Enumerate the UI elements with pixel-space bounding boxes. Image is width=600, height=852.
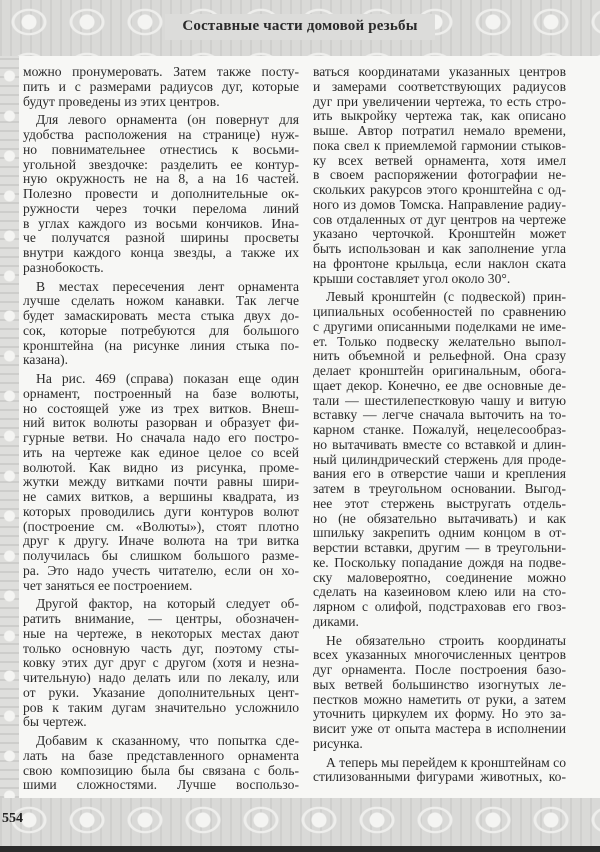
text-line: затем в треугольном основании. Выгод- bbox=[313, 481, 566, 496]
text-line: ципиальных особенностей по сравнению bbox=[313, 304, 566, 319]
text-line: чительную) надо делать или по лекалу, или bbox=[23, 670, 299, 685]
text-line: гурные ветви. Но сначала надо его постро- bbox=[23, 430, 299, 445]
text-line: шими сложностями. Лучше воспользо- bbox=[23, 777, 299, 793]
text-line: Добавим к сказанному, что попытка сде- bbox=[36, 733, 299, 748]
paragraph bbox=[23, 597, 299, 730]
text-line: пестков можно наметить от руки, а затем bbox=[313, 691, 566, 707]
text-line: лярном с олифой, подстраховав его гвоз- bbox=[313, 599, 566, 614]
text-line: сделать на казеиновом клею или на сто- bbox=[313, 584, 566, 600]
text-line: ску маловероятно, соединение можно bbox=[313, 569, 566, 585]
text-line: ные на чертеже, в некоторых местах дают bbox=[23, 625, 299, 641]
text-line: чет заняться ее построением. bbox=[23, 577, 193, 593]
text-line: ный цилиндрический стержень для проде- bbox=[313, 451, 566, 467]
text-line: только основную часть дуг, поэтому сты- bbox=[23, 640, 299, 656]
paragraph bbox=[313, 290, 566, 629]
paragraph bbox=[23, 734, 299, 793]
footer-rule bbox=[0, 846, 600, 852]
text-line: угольной звездочке: разделить ее контур- bbox=[23, 156, 299, 172]
text-line: ний виток волюты разорван и образует фи- bbox=[23, 415, 299, 431]
text-line: от руки. Указание дополнительных цент- bbox=[23, 684, 299, 700]
text-line: тали — шестилепестковую чашу и витую bbox=[313, 392, 566, 408]
paragraph bbox=[23, 65, 299, 109]
text-line: сов отдаленных от дуг центров на чертеже bbox=[313, 211, 566, 227]
text-line: (построение см. «Волюты»), стоят плотно bbox=[23, 518, 299, 534]
text-line: будет замаскировать места стыка двух до- bbox=[23, 308, 299, 323]
text-line: но (не обязательно вытачивать) и как bbox=[313, 510, 566, 526]
text-line: бы чертеж. bbox=[23, 714, 87, 730]
text-line: в своем распоряжении фотографии не- bbox=[313, 167, 566, 183]
text-line: щает декор. Конечно, ее две основные де- bbox=[313, 377, 566, 393]
text-line: и замерами соответствующих радиусов bbox=[313, 78, 566, 94]
text-line: ную окружность не на 8, а на 16 частей. bbox=[23, 171, 299, 187]
text-line: верстии вставки, другим — в треугольни- bbox=[313, 540, 566, 555]
text-line: висит уже от опыта мастера в исполнении bbox=[313, 721, 566, 736]
text-line: внутри каждого конца звезды, а также их bbox=[23, 245, 299, 260]
text-line: ра. Это надо учесть читателю, если он хо- bbox=[23, 562, 299, 578]
text-line: А теперь мы перейдем к кронштейнам со bbox=[326, 754, 566, 770]
text-line: ратить внимание, — центры, обозначен- bbox=[23, 611, 299, 626]
text-line: крыши составляет угол около 30°. bbox=[313, 270, 511, 286]
text-line: ить выкройку чертежа так, как описано bbox=[313, 108, 566, 124]
footer-ornament-band bbox=[0, 798, 600, 846]
running-header-title: Составные части домовой резьбы bbox=[182, 18, 418, 34]
paragraph bbox=[313, 65, 566, 286]
text-line: ке. Поскольку попадание дождя на подве- bbox=[313, 554, 566, 570]
text-line: скольких ракурсов этого кронштейна с од- bbox=[313, 182, 566, 197]
text-line: удобства расположения на странице) нуж- bbox=[23, 127, 299, 142]
text-line: с другими описанными поделками не име- bbox=[313, 318, 566, 334]
text-line: ружности через точки перелома линий bbox=[23, 200, 299, 216]
text-line: В местах пересечения лент орнамента bbox=[36, 278, 299, 294]
text-line: Полезно провести и дополнительные ок- bbox=[23, 186, 299, 201]
paragraph bbox=[23, 280, 299, 369]
text-line: нее этот стержень выстругать отдель- bbox=[313, 495, 566, 511]
text-line: ров к таким дугам значительно усложнило bbox=[23, 699, 299, 715]
text-line: карном станке. Пожалуй, нецелесообраз- bbox=[313, 422, 566, 437]
text-line: выше. Автор потратил немало времени, bbox=[313, 123, 566, 138]
text-line: Левый кронштейн (с подвеской) прин- bbox=[326, 289, 566, 305]
text-column-right bbox=[313, 65, 566, 789]
text-line: ить на чертеже как единое целое со всей bbox=[23, 444, 299, 460]
text-line: орнамент, построенный на базе волюты, bbox=[23, 385, 299, 401]
paragraph bbox=[313, 756, 566, 786]
text-line: нить объемной и рельефной. Она сразу bbox=[313, 348, 566, 364]
text-line: че получатся разной ширины просветы bbox=[23, 230, 299, 246]
text-line: но вытачивать вместе со вставкой и длин- bbox=[313, 436, 566, 452]
text-line: лучше сделать ножом канавки. Так легче bbox=[23, 293, 299, 309]
text-line: волютой. Как видно из рисунка, проме- bbox=[23, 459, 299, 475]
text-line: диками. bbox=[313, 613, 359, 629]
paragraph bbox=[23, 113, 299, 275]
text-line: рисунка. bbox=[313, 735, 363, 751]
text-line: уточнить циркулем их форму. Но это за- bbox=[313, 706, 566, 722]
text-line: всех указанных многочисленных центров bbox=[313, 647, 566, 663]
left-ornament-border bbox=[0, 56, 19, 798]
text-line: жутки между витками почти равны шири- bbox=[23, 474, 299, 490]
text-line: быть использован и как заполнение угла bbox=[313, 241, 566, 256]
text-line: вых ветвей большинство изогнутых ле- bbox=[313, 676, 566, 692]
text-line: дуг при увеличении чертежа, то есть стро- bbox=[313, 93, 566, 109]
text-line: ваться координатами указанных центров bbox=[313, 64, 566, 79]
text-line: указано черточкой. Кронштейн может bbox=[313, 226, 566, 242]
text-line: получилась бы слишком большого разме- bbox=[23, 548, 299, 563]
text-line: на фронтоне крыльца, если наклон ската bbox=[313, 255, 566, 271]
paragraph bbox=[313, 634, 566, 752]
paragraph bbox=[23, 372, 299, 593]
text-line: будут проведены из этих центров. bbox=[23, 93, 220, 109]
text-line: пока свел к приемлемой гармонии стыков- bbox=[313, 137, 566, 153]
text-line: делает кронштейн оригинальным, обога- bbox=[313, 363, 566, 378]
text-line: кронштейна (на рисунке линия стыка по- bbox=[23, 337, 299, 353]
text-line: казана). bbox=[23, 352, 69, 368]
text-line: которых проводились дуги контуров волют bbox=[23, 503, 299, 519]
text-line: но состоящей уже из трех витков. Внеш- bbox=[23, 400, 299, 416]
text-line: можно пронумеровать. Затем также посту- bbox=[23, 64, 299, 79]
page-number: 554 bbox=[2, 811, 23, 826]
text-line: Не обязательно строить координаты bbox=[326, 632, 566, 648]
text-line: лать на базе представленного орнамента bbox=[23, 747, 299, 763]
text-line: ного из домов Томска. Направление радиу- bbox=[313, 196, 566, 212]
text-line: сок, которые потребуются для большого bbox=[23, 322, 299, 338]
text-column-left bbox=[23, 65, 299, 797]
text-line: шпильку закрепить одним концом в от- bbox=[313, 525, 566, 541]
text-line: но повнимательнее отнестись к восьми- bbox=[23, 141, 299, 157]
text-line: вания его в отверстие чаши и крепления bbox=[313, 466, 566, 482]
text-line: в углах каждого из восьми кончиков. Ина- bbox=[23, 215, 299, 231]
text-line: вставку — легче сначала выточить на то- bbox=[313, 407, 566, 423]
text-line: Другой фактор, на который следует об- bbox=[36, 596, 299, 612]
text-line: На рис. 469 (справа) показан еще один bbox=[36, 371, 299, 386]
text-line: ковку этих дуг друг с другом (хотя и незна- bbox=[23, 655, 299, 671]
text-line: свою композицию была бы связана с боль- bbox=[23, 762, 299, 778]
text-line: разнобокость. bbox=[23, 259, 104, 275]
text-line: пить и с размерами радиусов дуг, которые bbox=[23, 78, 299, 94]
text-line: не самих витков, а вершины квадрата, из bbox=[23, 489, 299, 504]
text-line: Для левого орнамента (он повернут для bbox=[36, 112, 299, 128]
text-line: стилизованными фигурами животных, ко- bbox=[313, 769, 566, 785]
text-line: ет. Только подвеску желательно выпол- bbox=[313, 333, 566, 349]
text-line: друг к другу. Иначе волюта на три витка bbox=[23, 533, 299, 549]
text-line: ку всех ветвей орнамента, хотя имел bbox=[313, 152, 566, 168]
text-line: дуг орнамента. После построения базо- bbox=[313, 662, 566, 677]
